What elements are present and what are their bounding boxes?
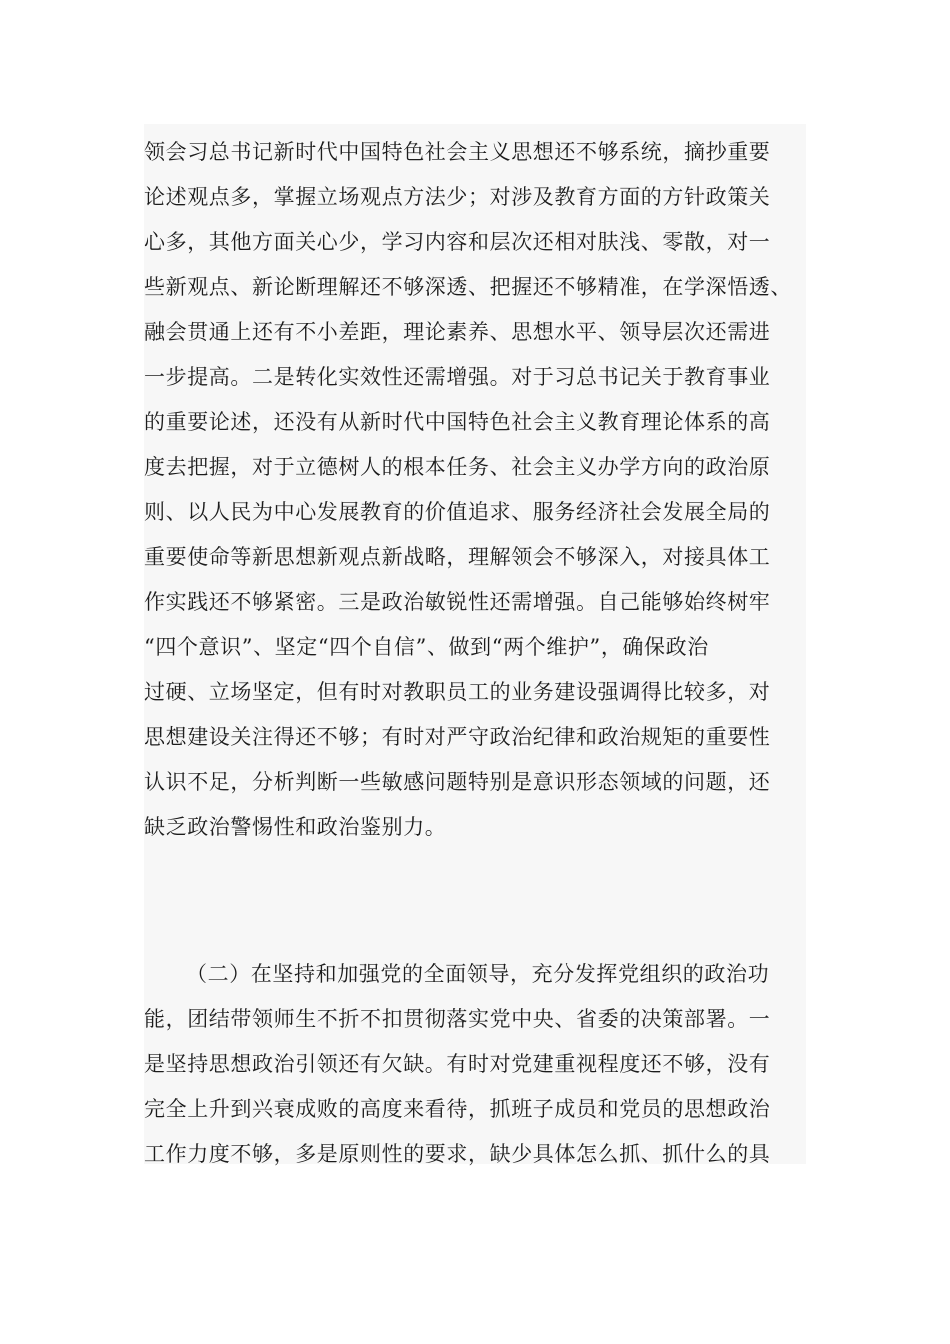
text-line: 度去把握，对于立德树人的根本任务、社会主义办学方向的政治原 [144,455,771,479]
text-line: 则、以人民为中心发展教育的价值追求、服务经济社会发展全局的 [144,500,771,524]
text-line: 融会贯通上还有不小差距，理论素养、思想水平、领导层次还需进 [144,320,771,344]
text-line: 工作力度不够，多是原则性的要求，缺少具体怎么抓、抓什么的具 [144,1142,771,1166]
text-line: 是坚持思想政治引领还有欠缺。有时对党建重视程度还不够，没有 [144,1052,771,1076]
text-line: 一步提高。二是转化实效性还需增强。对于习总书记关于教育事业 [144,365,771,389]
text-line: 作实践还不够紧密。三是政治敏锐性还需增强。自己能够始终树牢 [144,590,771,614]
text-line: 些新观点、新论断理解还不够深透、把握还不够精准，在学深悟透、 [144,275,792,299]
paragraph [144,952,806,1177]
text-line: 心多，其他方面关心少，学习内容和层次还相对肤浅、零散，对一 [144,230,771,254]
text-line: 过硬、立场坚定，但有时对教职员工的业务建设强调得比较多，对 [144,680,771,704]
text-line: “四个意识”、坚定“四个自信”、做到“两个维护”，确保政治 [144,635,709,659]
text-line: 领会习总书记新时代中国特色社会主义思想还不够系统，摘抄重要 [144,140,771,164]
text-line: 认识不足，分析判断一些敏感问题特别是意识形态领域的问题，还 [144,770,771,794]
text-line: 重要使命等新思想新观点新战略，理解领会不够深入，对接具体工 [144,545,771,569]
text-line: 能，团结带领师生不折不扣贯彻落实党中央、省委的决策部署。一 [144,1007,771,1031]
text-line: （二）在坚持和加强党的全面领导，充分发挥党组织的政治功 [186,962,770,986]
text-line: 的重要论述，还没有从新时代中国特色社会主义教育理论体系的高 [144,410,771,434]
paragraph [144,130,806,850]
text-line: 缺乏政治警惕性和政治鉴别力。 [144,815,447,839]
text-line: 完全上升到兴衰成败的高度来看待，抓班子成员和党员的思想政治 [144,1097,771,1121]
text-line: 思想建设关注得还不够；有时对严守政治纪律和政治规矩的重要性 [144,725,771,749]
text-line: 论述观点多，掌握立场观点方法少；对涉及教育方面的方针政策关 [144,185,771,209]
document-body [144,124,806,1164]
